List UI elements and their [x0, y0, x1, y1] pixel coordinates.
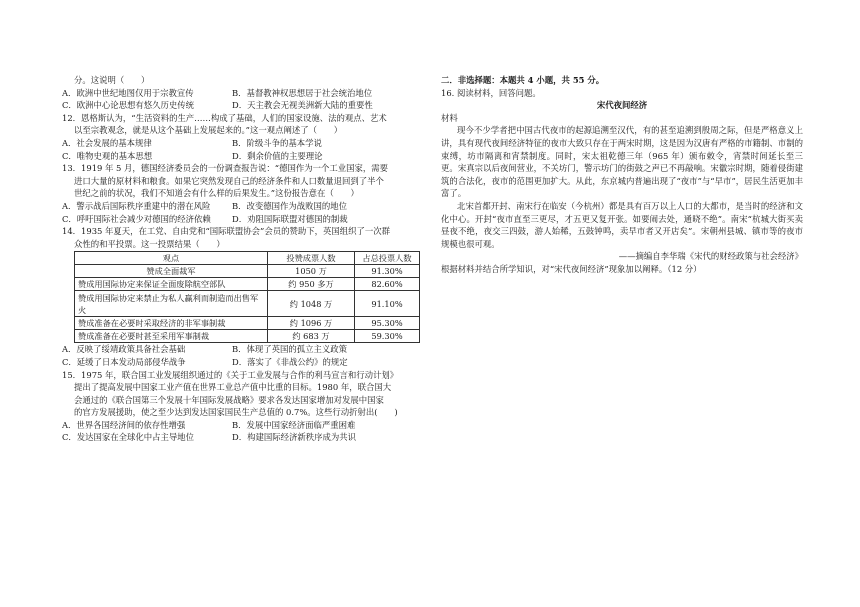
q11-options-row-2	[62, 99, 420, 112]
table-cell: 91.10%	[355, 291, 420, 317]
q16-task: 根据材料并结合所学知识，对“宋代夜间经济”现象加以阐释。（12 分）	[441, 263, 702, 274]
right-column	[441, 74, 803, 276]
table-cell: 约 683 万	[268, 330, 355, 343]
table-cell: 82.60%	[355, 278, 420, 291]
table-header: 投赞成票人数	[268, 252, 355, 265]
q12-options-row-2	[62, 150, 420, 163]
q12-options-row-1	[62, 137, 420, 150]
table-cell: 1050 万	[268, 265, 355, 278]
q12-option-c: C．唯物史观的基本思想	[62, 150, 153, 161]
q13-option-d: D．劝阻国际联盟对德国的制裁	[232, 213, 348, 224]
q15-options-row-1	[62, 419, 420, 432]
q13-options-row-1	[62, 200, 420, 213]
q15-option-a: A．世界各国经济间的依存性增强	[62, 419, 186, 430]
q14-option-d: D．落实了《非战公约》的规定	[232, 356, 348, 367]
vote-table	[74, 251, 420, 343]
q13-stem: 13．1919 年 5 月，德国经济委员会的一份调查报告说：“德国作为一个工业国家，需要	[62, 163, 388, 174]
q14-option-c: C．延缓了日本发动局部侵华战争	[62, 356, 186, 367]
q13-option-b: B．改变德国作为战败国的地位	[232, 200, 348, 211]
material-source: ——摘编自李华瑞《宋代的财经政策与社会经济》	[618, 251, 803, 262]
table-cell: 95.30%	[355, 317, 420, 330]
table-cell: 赞成用国际协定来保证全面废除航空部队	[75, 278, 268, 291]
section-heading: 二．非选择题：本题共 4 小题，共 55 分。	[441, 75, 605, 85]
material-paragraph-1: 现今不少学者把中国古代夜市的起源追溯至汉代，有的甚至追溯到殷周之际，但是严格意义上讲，具有现代夜间经济特征的夜市大致只存在于两宋时期，这是因为汉唐有严格的市籍制、市制的束缚，坊市隔离和宵禁制度。同时，宋太祖乾德三年（965 年）颁布敕令，宵禁时间延长至三更。宋真宗以后夜间营业，不关坊门，警示坊门的街鼓之声已不再敲响。宋徽宗时期，随着侵街建筑的合法化，夜市的范围更加扩大。从此，东京城内普遍出现了“夜市”与“早市”，居民生活更加丰富了。	[441, 125, 803, 199]
q15-option-d: D．构建国际经济新秩序成为共识	[232, 432, 356, 443]
q15-option-b: B．发展中国家经济面临严重困难	[232, 419, 356, 430]
q12-stem: 12．恩格斯认为，“生活资料的生产……构成了基础，人们的国家设施、法的观点、艺术	[62, 112, 387, 123]
q14-stem: 14．1935 年夏天，在工党、自由党和“国际联盟协会”会员的赞助下，英国组织了一次群	[62, 226, 390, 237]
q12-option-a: A．社会发展的基本规律	[62, 137, 152, 148]
table-cell: 约 1048 万	[268, 291, 355, 317]
left-column	[62, 74, 420, 444]
q15-stem: 会通过的《联合国第三个发展十年国际发展战略》要求各发达国家增加对发展中国家	[74, 394, 384, 405]
q15-option-c: C．发达国家在全球化中占主导地位	[62, 432, 195, 443]
table-header: 观点	[75, 252, 268, 265]
table-cell: 约 1096 万	[268, 317, 355, 330]
q12-stem: 以至宗教观念，就是从这个基础上发展起来的。”这一观点阐述了（ ）	[74, 125, 343, 136]
q11-options-row-1	[62, 87, 420, 100]
table-cell: 赞成全面裁军	[75, 265, 268, 278]
table-row	[75, 330, 420, 343]
table-row	[75, 291, 420, 317]
q14-stem: 众性的和平投票。这一投票结果（ ）	[74, 238, 225, 249]
table-row	[75, 278, 420, 291]
material-paragraph-2: 北宋首都开封、南宋行在临安（今杭州）都是具有百万以上人口的大都市，是当时的经济和文化中心。开封“夜市直至三更尽，才五更又复开张。如要闹去处，通晓不绝”。南宋“杭城大街买卖昼夜不绝，夜交三四鼓，游人始稀，五鼓钟鸣，卖早市者又开店矣”。宋朝州县城、镇市等的夜市规模也很可观。	[441, 200, 803, 249]
q15-stem: 的官方发展援助，使之至少达到发达国家国民生产总值的 0.7%。这些行动折射出( )	[74, 407, 398, 418]
q13-option-a: A．警示战后国际秩序重建中的潜在风险	[62, 200, 211, 211]
table-cell: 59.30%	[355, 330, 420, 343]
table-cell: 赞成用国际协定来禁止为私人赢利而制造而出售军火	[75, 291, 268, 317]
q13-stem: 进口大量的原材料和粮食。如果它突然发现自己的经济条件和人口数量退回到了半个	[74, 175, 384, 186]
q14-options-row-1	[62, 343, 420, 356]
q13-stem: 世纪之前的状况，我们不知道会有什么样的后果发生。”这份报告意在（ ）	[74, 188, 359, 199]
q11-option-a: A．欧洲中世纪地图仅用于宗教宣传	[62, 87, 194, 98]
q15-stem: 提出了提高发展中国家工业产值在世界工业总产值中比重的目标。1980 年，联合国大	[74, 382, 392, 393]
q11-option-b: B．基督教神权思想居于社会统治地位	[232, 87, 373, 98]
table-header-row	[75, 252, 420, 265]
q11-option-d: D．天主教会无视美洲新大陆的重要性	[232, 100, 373, 111]
q13-options-row-2	[62, 213, 420, 226]
q12-option-b: B．阶级斗争的基本学说	[232, 137, 322, 148]
table-row	[75, 265, 420, 278]
material-label: 材料	[441, 112, 458, 123]
q14-option-a: A．反映了绥靖政策具备社会基础	[62, 344, 186, 355]
q12-option-d: D．剩余价值的主要理论	[232, 150, 323, 161]
q14-options-row-2	[62, 356, 420, 369]
table-cell: 赞成准备在必要时甚至采用军事制裁	[75, 330, 268, 343]
q16-stem: 16. 阅读材料，回答问题。	[441, 87, 541, 98]
table-header: 占总投票人数	[355, 252, 420, 265]
table-row	[75, 317, 420, 330]
q15-stem: 15．1975 年，联合国工业发展组织通过的《关于工业发展与合作的利马宣言和行动计划》	[62, 369, 399, 380]
table-cell: 赞成准备在必要时采取经济的非军事制裁	[75, 317, 268, 330]
q11-option-c: C．欧洲中心论思想有悠久历史传统	[62, 100, 195, 111]
material-title: 宋代夜间经济	[596, 100, 648, 111]
q13-option-c: C．呼吁国际社会减少对德国的经济依赖	[62, 213, 211, 224]
q14-option-b: B．体现了英国的孤立主义政策	[232, 344, 348, 355]
q11-stem-end: 分。这说明（ ）	[74, 75, 150, 85]
q15-options-row-2	[62, 431, 420, 444]
table-cell: 91.30%	[355, 265, 420, 278]
table-cell: 约 950 多万	[268, 278, 355, 291]
